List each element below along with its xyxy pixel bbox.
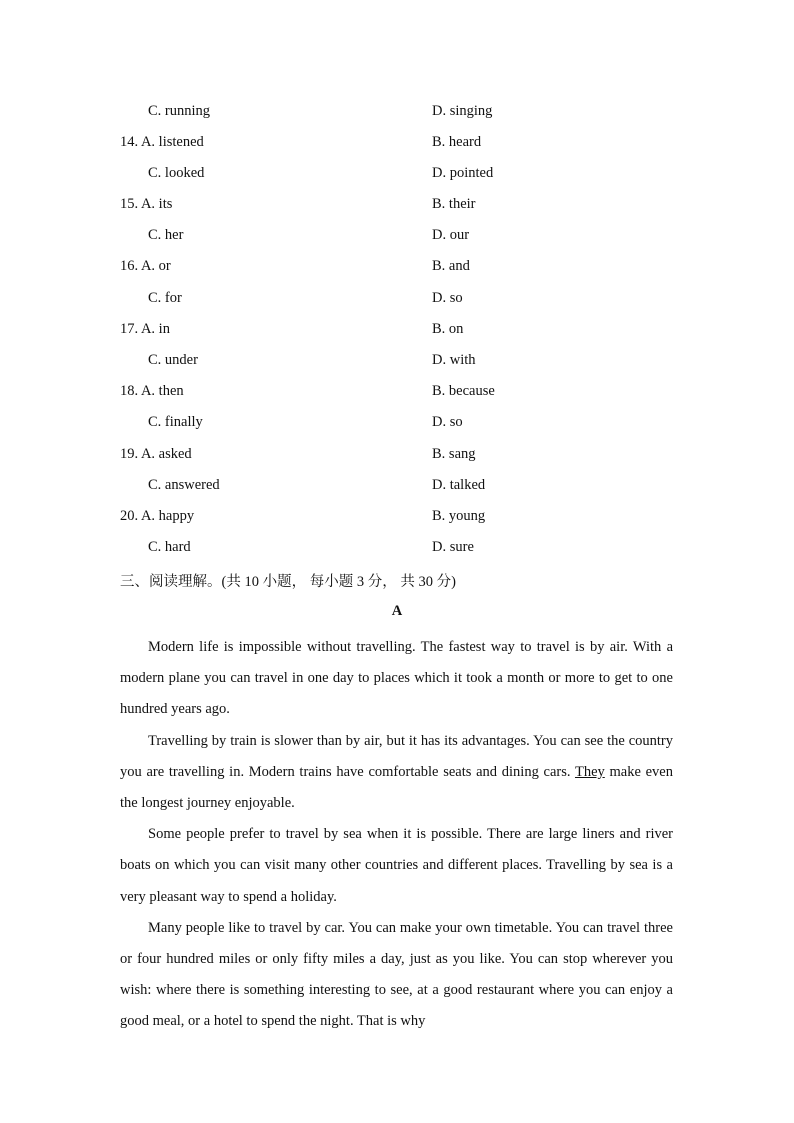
option-left: 20. A. happy (120, 508, 195, 524)
option-left: C. under (148, 352, 198, 368)
option-row (0, 258, 794, 278)
option-row (0, 321, 794, 341)
reading-passage (120, 632, 673, 1038)
paragraph-1: Modern life is impossible without travelling. The fastest way to travel is by air. With a modern plane you can travel in one day to places which it took a month or more to get to one hundred years ago. (120, 639, 673, 718)
option-right: D. so (432, 290, 463, 306)
option-left: 15. A. its (120, 196, 173, 212)
option-right: B. heard (432, 134, 482, 150)
option-left: C. looked (148, 165, 205, 181)
option-right: D. sure (432, 539, 474, 555)
option-right: D. so (432, 414, 463, 430)
option-left: C. answered (148, 477, 220, 493)
option-row (0, 539, 794, 559)
option-right: D. singing (432, 103, 493, 119)
option-left: 16. A. or (120, 258, 171, 274)
option-row (0, 103, 794, 123)
option-left: C. running (148, 103, 211, 119)
option-right: D. pointed (432, 165, 494, 181)
paragraph-3: Some people prefer to travel by sea when it is possible. There are large liners and river boats on which you can visit many other countries and different places. Travelling by sea is a very pleasant way to spend a holiday. (120, 826, 673, 905)
option-right: B. young (432, 508, 486, 524)
option-left: 17. A. in (120, 321, 170, 337)
option-right: B. because (432, 383, 495, 399)
option-left: C. finally (148, 414, 203, 430)
paragraph-4: Many people like to travel by car. You can make your own timetable. You can travel three or four hundred miles or only fifty miles a day, just as you like. You can stop wherever you wish: where there is something interesting to see, at a good restaurant where you can enjoy a good meal, or a hotel to spend the night. That is why (120, 919, 673, 1030)
option-row (0, 352, 794, 372)
option-right: B. on (432, 321, 464, 337)
option-row (0, 446, 794, 466)
paragraph-2 (120, 726, 673, 820)
option-right: D. our (432, 227, 470, 243)
option-right: B. and (432, 258, 470, 274)
option-right: D. with (432, 352, 476, 368)
option-row (0, 477, 794, 497)
option-row (0, 227, 794, 247)
underlined-word: They (574, 763, 605, 780)
option-left: 19. A. asked (120, 446, 192, 462)
option-left: C. her (148, 227, 184, 243)
option-right: D. talked (432, 477, 486, 493)
option-row (0, 383, 794, 403)
option-row (0, 196, 794, 216)
option-row (0, 165, 794, 185)
option-left: 14. A. listened (120, 134, 204, 150)
option-row (0, 508, 794, 528)
passage-title: A (391, 603, 403, 619)
option-left: 18. A. then (120, 383, 184, 399)
option-row (0, 414, 794, 434)
option-left: C. hard (148, 539, 191, 555)
section-heading: 三、阅读理解。(共 10 小题， 每小题 3 分， 共 30 分) (120, 574, 456, 590)
paragraph-2-text-end: make even the longest journey enjoyable. (120, 763, 673, 812)
option-right: B. their (432, 196, 476, 212)
option-right: B. sang (432, 446, 476, 462)
option-left: C. for (148, 290, 182, 306)
paragraph-2-text: Travelling by train is slower than by air, but it has its advantages. You can see the country you are travelling in. Modern trains have comfortable seats and dining cars. (120, 732, 673, 780)
option-row (0, 134, 794, 154)
option-row (0, 290, 794, 310)
